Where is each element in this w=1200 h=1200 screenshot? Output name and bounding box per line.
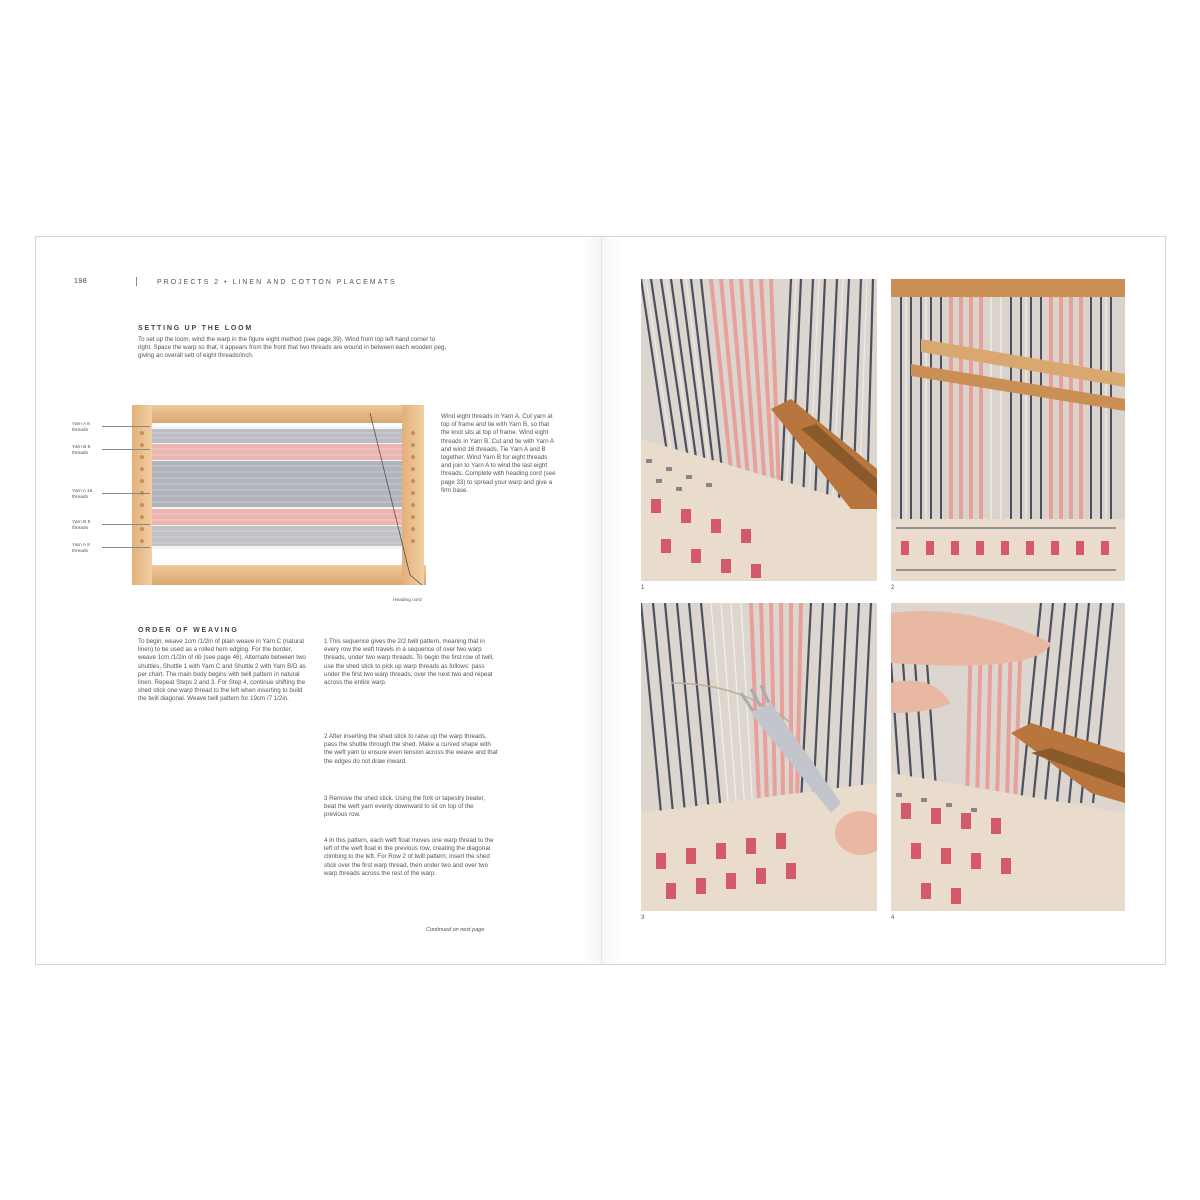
step-photo-2 [891, 279, 1125, 581]
running-head-separator [136, 277, 137, 286]
loom-diagram [130, 405, 430, 587]
step-2: 2 After inserting the shed stick to raise up the warp threads, pass the shuttle through the shed. Make a curved shape with the weft yarn to ensure even tension across the weave and that the edges do not draw inward. [324, 733, 498, 765]
callout-line-4 [102, 524, 150, 525]
page-number: 198 [74, 278, 88, 285]
continued-note: Continued on next page [426, 927, 485, 933]
diagram-label-4: Yarn B 8 threads [72, 520, 91, 531]
diagram-label-5: Yarn A 8 threads [72, 543, 90, 554]
section-heading-order: ORDER OF WEAVING [138, 627, 239, 634]
photo-caption-3: 3 [641, 915, 645, 921]
running-head: PROJECTS 2 • LINEN AND COTTON PLACEMATS [157, 279, 397, 286]
photo-caption-1: 1 [641, 585, 645, 591]
diagram-label-2: Yarn B 8 threads [72, 445, 91, 456]
section-heading-setup: SETTING UP THE LOOM [138, 325, 253, 332]
side-note: Wind eight threads in Yarn A. Cut yarn at top of frame and tie with Yarn B, so that the knot sits at top of frame. Wind eight threads in Yarn B. Cut and tie with Yarn A and wind 16 threads. Tie Yarn A and B together. Wind Yarn B for eight threads and join to Yarn A to wind the last eight threads. Complete with heading cord (see page 33) to spread your warp and give a firm base. [441, 413, 556, 494]
step-photo-4 [891, 603, 1125, 911]
diagram-label-3: Yarn A 16 threads [72, 489, 93, 500]
photo-caption-2: 2 [891, 585, 895, 591]
diagram-label-1: Yarn A 8 threads [72, 422, 90, 433]
heading-cord-label: Heading cord [393, 598, 422, 603]
photo-caption-4: 4 [891, 915, 895, 921]
callout-line-3 [102, 493, 150, 494]
book-spread [35, 236, 1166, 965]
setup-body: To set up the loom, wind the warp in the figure eight method (see page 39). Wind from top left hand corner to right. Space the warp so that, it appears from the front that two threads are wound in between each wooden peg, giving an overall sett of eight threads/inch. [138, 336, 447, 360]
step-4: 4 In this pattern, each weft float moves one warp thread to the left of the weft float in the previous row, creating the diagonal climbing to the left. For Row 2 of twill pattern, insert the shed stick over the first warp thread, then under two and over two warp threads across the rest of the warp. [324, 837, 494, 877]
callout-line-2 [102, 449, 150, 450]
callout-line-5 [102, 547, 150, 548]
step-1: 1 This sequence gives the 2/2 twill pattern, meaning that in every row the weft travels in a sequence of over two warp threads, under two warp threads. To begin the first row of twill, use the shed stick to pick up warp threads as follows: pass under the first two warp threads, over the next two and repeat across the entire warp. [324, 638, 494, 687]
step-photo-3 [641, 603, 877, 911]
gutter [601, 237, 602, 964]
order-body: To begin, weave 1cm /1/2in of plain weave in Yarn C (natural linen) to be used as a rolled hem edging. For the border, weave 1cm /1/2in of rib (see page 46). Alternate between two shuttles, Shuttle 1 with Yarn C and Shuttle 2 with Yarn B/D as per chart. The main body begins with twill pattern in natural linen. Repeat Steps 2 and 3. For Step 4, continue shifting the shed stick one warp thread to the left when inserting to build the twill diagonal. Weave twill pattern for 19cm /7 1/2in. [138, 638, 306, 703]
callout-line-1 [102, 426, 150, 427]
step-photo-1 [641, 279, 877, 581]
step-3: 3 Remove the shed stick. Using the fork or tapestry beater, beat the weft yarn evenly downward to sit on top of the previous row. [324, 795, 485, 819]
